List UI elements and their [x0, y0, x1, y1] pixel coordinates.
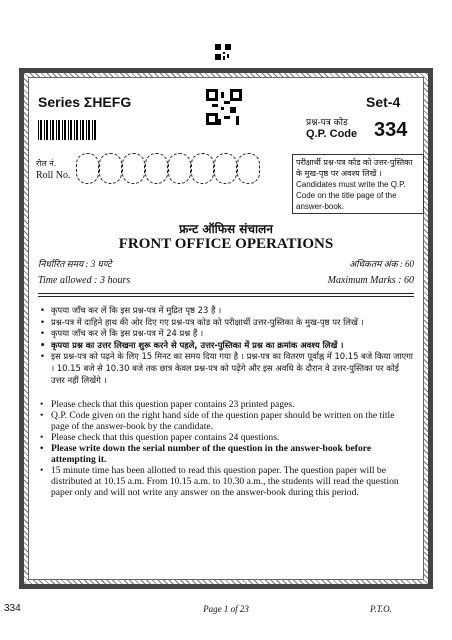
instructions-english — [38, 399, 414, 498]
subject-title-hindi: फ्रन्ट ऑफिस संचालन — [179, 222, 273, 236]
subject-title: FRONT OFFICE OPERATIONS — [118, 236, 334, 252]
small-qr-icon — [215, 44, 231, 60]
barcode-icon — [38, 120, 98, 140]
instruction-item: • 15 minute time has been allotted to read this question paper. The question paper will be distributed at 10.15 a.m. From 10.15 a.m. to 10.30 a.m., the students will read the question paper only and will not write any answer on the answer-book during this period. — [38, 465, 414, 498]
footer-code: 334 — [4, 603, 21, 614]
roll-digit-box[interactable] — [237, 153, 260, 184]
pto-label: P.T.O. — [370, 604, 392, 614]
max-marks-hindi: अधिकतम अंक : 60 — [349, 259, 414, 269]
instruction-item: • कृपया जाँच कर लें कि इस प्रश्न-पत्र में मुद्रित पृष्ठ 23 हैं । — [38, 305, 414, 317]
series-label: Series ΣHEFG — [38, 94, 132, 110]
instructions — [38, 305, 414, 575]
time-allowed: Time allowed : 3 hours — [38, 275, 131, 286]
candidate-note-en: Candidates must write the Q.P. Code on the title page of the answer-book. — [296, 180, 406, 211]
roll-digit-box[interactable] — [214, 153, 237, 184]
roll-digit-box[interactable] — [76, 153, 99, 184]
roll-label: Roll No. — [36, 170, 71, 181]
set-label: Set-4 — [366, 94, 401, 110]
qp-code-value: 334 — [374, 119, 408, 141]
roll-digit-box[interactable] — [168, 153, 191, 184]
page-number: Page 1 of 23 — [203, 604, 249, 614]
qp-code-label-hindi: प्रश्न-पत्र कोड — [306, 118, 348, 128]
instruction-item: • Please check that this question paper contains 24 questions. — [38, 432, 414, 443]
roll-digit-box[interactable] — [122, 153, 145, 184]
instruction-item: • कृपया जाँच कर लें कि इस प्रश्न-पत्र में 24 प्रश्न हैं । — [38, 328, 414, 340]
qr-code-icon — [206, 89, 242, 125]
roll-digit-box[interactable] — [145, 153, 168, 184]
divider — [38, 293, 414, 294]
instructions-hindi — [38, 305, 414, 386]
roll-label-hindi: रोल नं. — [36, 159, 57, 168]
roll-number-boxes — [76, 153, 260, 184]
roll-digit-box[interactable] — [191, 153, 214, 184]
time-allowed-hindi: निर्धारित समय : 3 घण्टे — [38, 259, 112, 269]
candidate-note-hindi: परीक्षार्थी प्रश्न-पत्र कोड को उत्तर-पुस्तिका के मुख-पृष्ठ पर अवश्य लिखें । — [296, 158, 413, 178]
instruction-item: • इस प्रश्न-पत्र को पढ़ने के लिए 15 मिनट का समय दिया गया है । प्रश्न-पत्र का वितरण पूर्वाह्न में 10.15 बजे किया जाएगा । 10.15 बजे से 10.30 बजे तक छात्र केवल प्रश्न-पत्र को पढ़ेंगे और इस अवधि के दौरान वे उत्तर-पुस्तिका पर कोई उत्तर नहीं लिखेंगे । — [38, 351, 414, 386]
qp-code-label: Q.P. Code — [306, 128, 358, 140]
instruction-item: • Please write down the serial number of the question in the answer-book before attempting it. — [38, 443, 414, 465]
instruction-item: • प्रश्न-पत्र में दाहिने हाथ की ओर दिए गए प्रश्न-पत्र कोड को परीक्षार्थी उत्तर-पुस्तिका के मुख-पृष्ठ पर लिखें । — [38, 317, 414, 329]
candidate-note-box — [292, 154, 424, 214]
max-marks: Maximum Marks : 60 — [327, 275, 414, 286]
divider — [38, 296, 414, 297]
instruction-item: • Please check that this question paper contains 23 printed pages. — [38, 399, 414, 410]
instruction-item: • Q.P. Code given on the right hand side of the question paper should be written on the title page of the answer-book by the candidate. — [38, 410, 414, 432]
instruction-item: • कृपया प्रश्न का उत्तर लिखना शुरू करने से पहले, उत्तर-पुस्तिका में प्रश्न का क्रमांक अवश्य लिखें । — [38, 340, 414, 352]
roll-digit-box[interactable] — [99, 153, 122, 184]
